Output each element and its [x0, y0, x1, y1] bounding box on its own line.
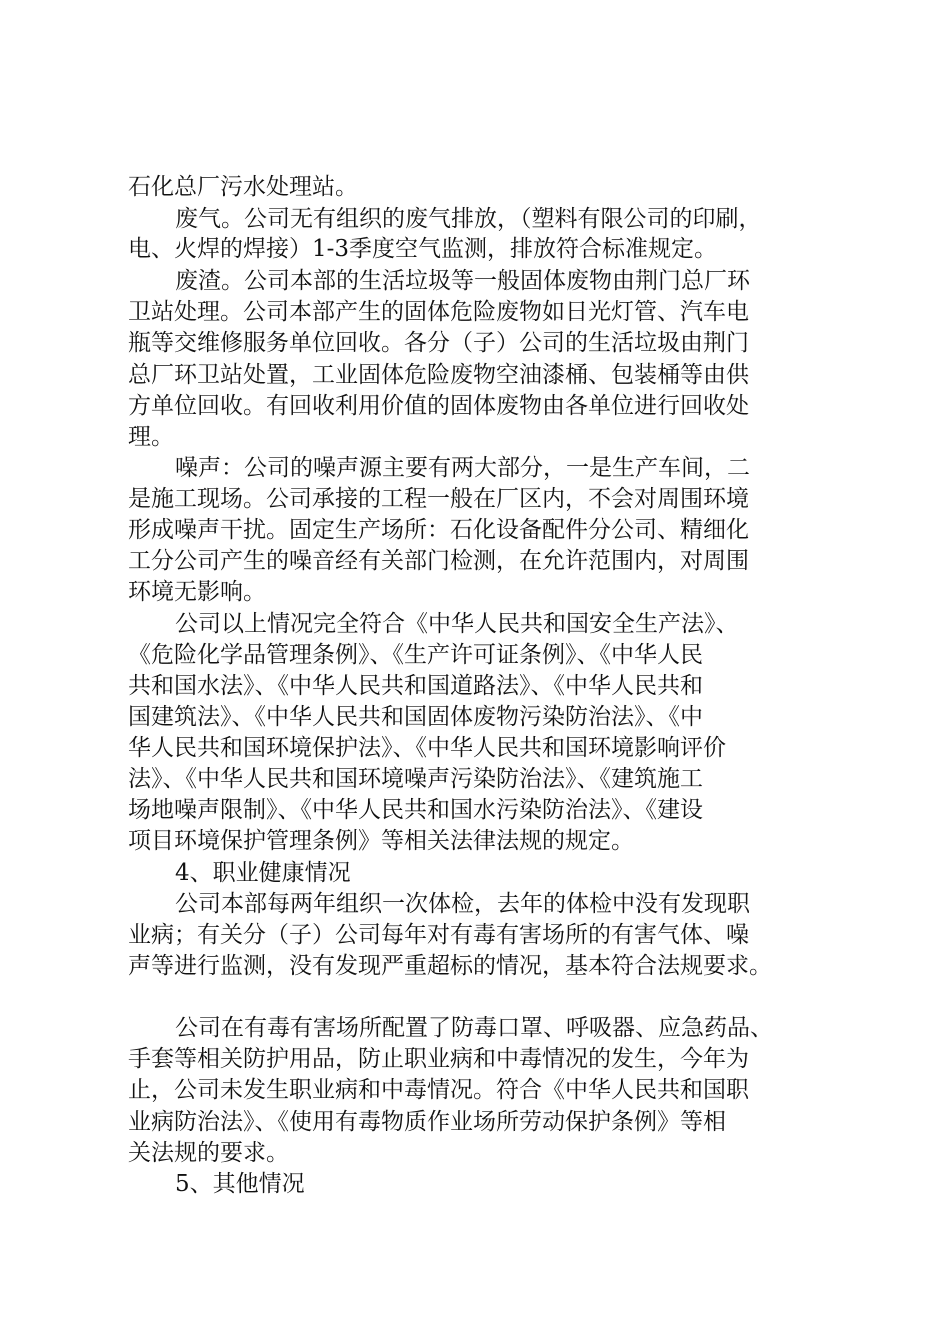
text-line: 理。: [128, 424, 174, 450]
text-line: 公司在有毒有害场所配置了防毒口罩、呼吸器、应急药品、: [175, 1015, 773, 1041]
text-line: 手套等相关防护用品，防止职业病和中毒情况的发生，今年为: [128, 1046, 749, 1072]
text-line: 废气。公司无有组织的废气排放，（塑料有限公司的印刷，: [175, 206, 762, 232]
text-line: 公司本部每两年组织一次体检，去年的体检中没有发现职: [175, 891, 750, 917]
text-line: 《危险化学品管理条例》、《生产许可证条例》、《中华人民: [128, 642, 703, 668]
text-line: 形成噪声干扰。固定生产场所：石化设备配件分公司、精细化: [128, 517, 749, 543]
section-heading: 5、其他情况: [175, 1171, 305, 1197]
text-line: 法》、《中华人民共和国环境噪声污染防治法》、《建筑施工: [128, 766, 703, 792]
text-line: 环境无影响。: [128, 579, 266, 605]
section-heading: 4、职业健康情况: [175, 860, 351, 886]
text-line: 噪声：公司的噪声源主要有两大部分，一是生产车间，二: [175, 455, 750, 481]
text-line: 业病；有关分（子）公司每年对有毒有害场所的有害气体、噪: [128, 922, 749, 948]
text-line: 国建筑法》、《中华人民共和国固体废物污染防治法》、《中: [128, 704, 703, 730]
text-line: 是施工现场。公司承接的工程一般在厂区内，不会对周围环境: [128, 486, 749, 512]
text-line: 方单位回收。有回收利用价值的固体废物由各单位进行回收处: [128, 393, 749, 419]
text-line: 公司以上情况完全符合《中华人民共和国安全生产法》、: [175, 611, 739, 637]
text-line: 卫站处理。公司本部产生的固体危险废物如日光灯管、汽车电: [128, 299, 749, 325]
text-line: 电、火焊的焊接）1-3季度空气监测，排放符合标准规定。: [128, 236, 718, 262]
text-line: 项目环境保护管理条例》等相关法律法规的规定。: [128, 828, 634, 854]
text-line: 关法规的要求。: [128, 1140, 289, 1166]
text-line: 石化总厂污水处理站。: [128, 174, 358, 200]
text-line: 共和国水法》、《中华人民共和国道路法》、《中华人民共和: [128, 673, 703, 699]
text-line: 瓶等交维修服务单位回收。各分（子）公司的生活垃圾由荆门: [128, 330, 749, 356]
text-line: 场地噪声限制》、《中华人民共和国水污染防治法》、《建设: [128, 797, 703, 823]
text-line: 止，公司未发生职业病和中毒情况。符合《中华人民共和国职: [128, 1077, 749, 1103]
text-line: 总厂环卫站处置，工业固体危险废物空油漆桶、包装桶等由供: [128, 362, 749, 388]
text-line: 业病防治法》、《使用有毒物质作业场所劳动保护条例》等相: [128, 1109, 726, 1135]
text-line: 工分公司产生的噪音经有关部门检测，在允许范围内，对周围: [128, 548, 749, 574]
text-line: 废渣。公司本部的生活垃圾等一般固体废物由荆门总厂环: [175, 268, 750, 294]
text-line: 华人民共和国环境保护法》、《中华人民共和国环境影响评价: [128, 735, 726, 761]
text-line: 声等进行监测，没有发现严重超标的情况，基本符合法规要求。: [128, 953, 772, 979]
